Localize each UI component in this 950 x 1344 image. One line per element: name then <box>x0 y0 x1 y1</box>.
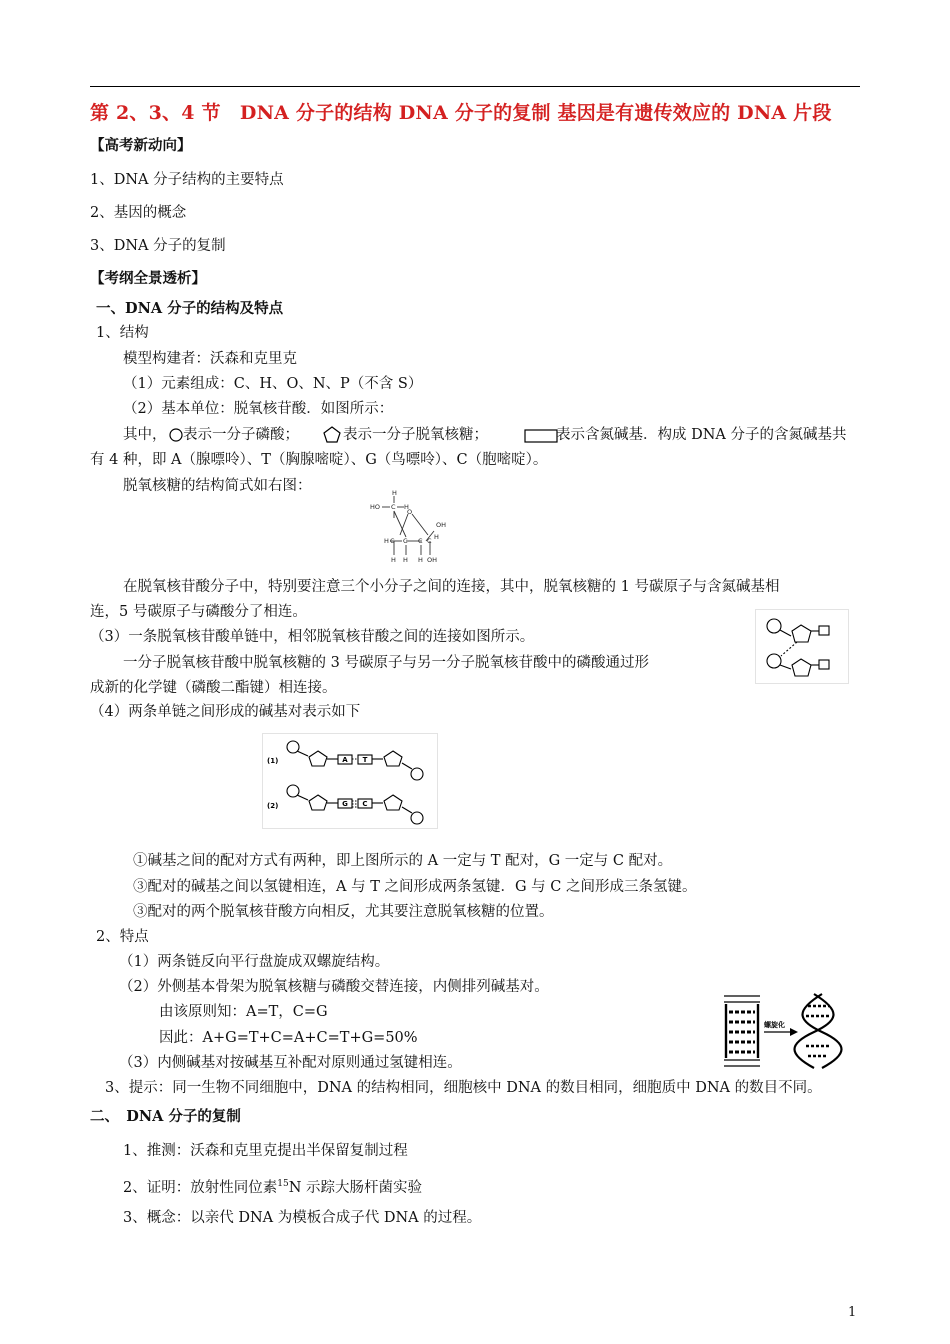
sugar-atom-label: H <box>403 556 408 564</box>
replication-concept: 3、概念：以亲代 DNA 为模板合成子代 DNA 的过程。 <box>123 1210 482 1226</box>
sugar-atom-label: H <box>434 533 439 541</box>
base-symbol-icon <box>524 429 558 443</box>
linkage-line-2: 连，5 号碳原子与磷酸分了相连。 <box>90 604 307 620</box>
base-label-g: G <box>342 800 348 808</box>
gaokao-item-1: 1、DNA 分子结构的主要特点 <box>90 172 284 188</box>
sugar-atom-label: H <box>392 489 397 497</box>
phosphodiester-line-2: 成新的化学键（磷酸二酯键）相连接。 <box>90 680 337 696</box>
four-bases-line: 有 4 种，即 A（腺嘌呤）、T（胸腺嘧啶）、G（鸟嘌呤）、C（胞嘧啶）。 <box>90 452 548 468</box>
single-chain-line: （3）一条脱氧核苷酸单链中，相邻脱氧核苷酸之间的连接如图所示。 <box>90 629 535 645</box>
sugar-atom-label: HO <box>370 503 381 511</box>
model-builders: 模型构建者：沃森和克里克 <box>123 351 297 367</box>
helix-label: 螺旋化 <box>764 1021 785 1029</box>
sugar-atom-label: OH <box>427 556 438 564</box>
base-pair-intro: （4）两条单链之间形成的碱基对表示如下 <box>90 704 361 720</box>
feature-rule: 由该原则知：A=T，C=G <box>159 1004 328 1020</box>
proof-text-a: 2、证明：放射性同位素 <box>123 1179 278 1196</box>
sugar-atom-label: C <box>427 537 432 545</box>
sugar-symbol-icon <box>322 425 342 445</box>
section-kaogang: 【考纲全景透析】 <box>90 270 206 287</box>
base-label-a: A <box>342 756 348 764</box>
sugar-atom-label: C <box>403 537 408 545</box>
isotope-superscript: 15 <box>277 1179 289 1189</box>
feature-formula: 因此：A+G=T+C=A+C=T+G=50% <box>159 1030 418 1046</box>
base-label-t: T <box>362 756 368 764</box>
phosphate-desc: 表示一分子磷酸； <box>183 427 299 443</box>
page-number: 1 <box>848 1305 857 1320</box>
gaokao-item-2: 2、基因的概念 <box>90 205 187 221</box>
row-1-label: (1) <box>267 757 279 765</box>
base-label-c: C <box>362 800 368 808</box>
pairing-note-3: ③配对的两个脱氧核苷酸方向相反，尤其要注意脱氧核糖的位置。 <box>133 904 554 920</box>
sugar-atom-label: O <box>407 508 413 516</box>
phosphate-symbol-icon <box>168 427 184 443</box>
sugar-desc: 表示一分子脱氧核糖； <box>343 427 488 443</box>
section-gaokao: 【高考新动向】 <box>90 137 192 154</box>
base-desc: 表示含氮碱基．构成 DNA 分子的含氮碱基共 <box>556 427 847 443</box>
deoxyribose-structure-figure <box>366 487 462 565</box>
single-chain-figure <box>755 609 849 684</box>
top-rule <box>90 86 860 87</box>
features-heading: 2、特点 <box>96 929 149 945</box>
pairing-note-2: ③配对的碱基之间以氢键相连，A 与 T 之间形成两条氢键．G 与 C 之间形成三条氢键。 <box>133 879 697 895</box>
part2-heading: 二、 DNA 分子的复制 <box>90 1108 241 1125</box>
double-helix-figure <box>718 992 858 1070</box>
sugar-atom-label: OH <box>436 521 447 529</box>
sugar-atom-label: H <box>418 556 423 564</box>
sugar-formula-intro: 脱氧核糖的结构简式如右图： <box>123 478 312 494</box>
sugar-atom-label: H <box>404 503 409 511</box>
linkage-line-1: 在脱氧核苷酸分子中，特别要注意三个小分子之间的连接，其中，脱氧核糖的 1 号碳原子与含氮碱基相 <box>123 579 780 595</box>
sugar-atom-label: H <box>391 556 396 564</box>
proof-text-b: N 示踪大肠杆菌实验 <box>288 1179 422 1196</box>
page-title: 第 2、3、4 节 DNA 分子的结构 DNA 分子的复制 基因是有遗传效应的 DNA 片段 <box>90 102 832 124</box>
base-pair-figure <box>262 733 438 829</box>
part1-heading: 一、DNA 分子的结构及特点 <box>96 300 284 317</box>
feature-3: （3）内侧碱基对按碱基互补配对原则通过氢键相连。 <box>119 1055 462 1071</box>
sugar-atom-label: C <box>390 537 395 545</box>
phosphodiester-line-1: 一分子脱氧核苷酸中脱氧核糖的 3 号碳原子与另一分子脱氧核苷酸中的磷酸通过形 <box>123 655 649 671</box>
sugar-atom-label: C <box>391 503 396 511</box>
sugar-atom-label: C <box>418 537 423 545</box>
replication-hypothesis: 1、推测：沃森和克里克提出半保留复制过程 <box>123 1143 408 1159</box>
feature-2: （2）外侧基本骨架为脱氧核糖与磷酸交替连接，内侧排列碱基对。 <box>119 979 549 995</box>
tip-line: 3、提示：同一生物不同细胞中，DNA 的结构相同，细胞核中 DNA 的数目相同，细胞质中 DNA 的数目不同。 <box>105 1080 822 1096</box>
elements-line: （1）元素组成：C、H、O、N、P（不含 S） <box>123 376 423 392</box>
pairing-note-1: ①碱基之间的配对方式有两种，即上图所示的 A 一定与 T 配对，G 一定与 C 配对。 <box>133 853 673 869</box>
legend-intro: 其中， <box>123 427 167 443</box>
structure-heading: 1、结构 <box>96 325 149 341</box>
basic-unit-line: （2）基本单位：脱氧核苷酸．如图所示： <box>123 401 394 417</box>
sugar-atom-label: H <box>384 537 389 545</box>
replication-proof <box>123 1175 422 1197</box>
feature-1: （1）两条链反向平行盘旋成双螺旋结构。 <box>119 954 390 970</box>
gaokao-item-3: 3、DNA 分子的复制 <box>90 238 226 254</box>
row-2-label: (2) <box>267 802 279 810</box>
